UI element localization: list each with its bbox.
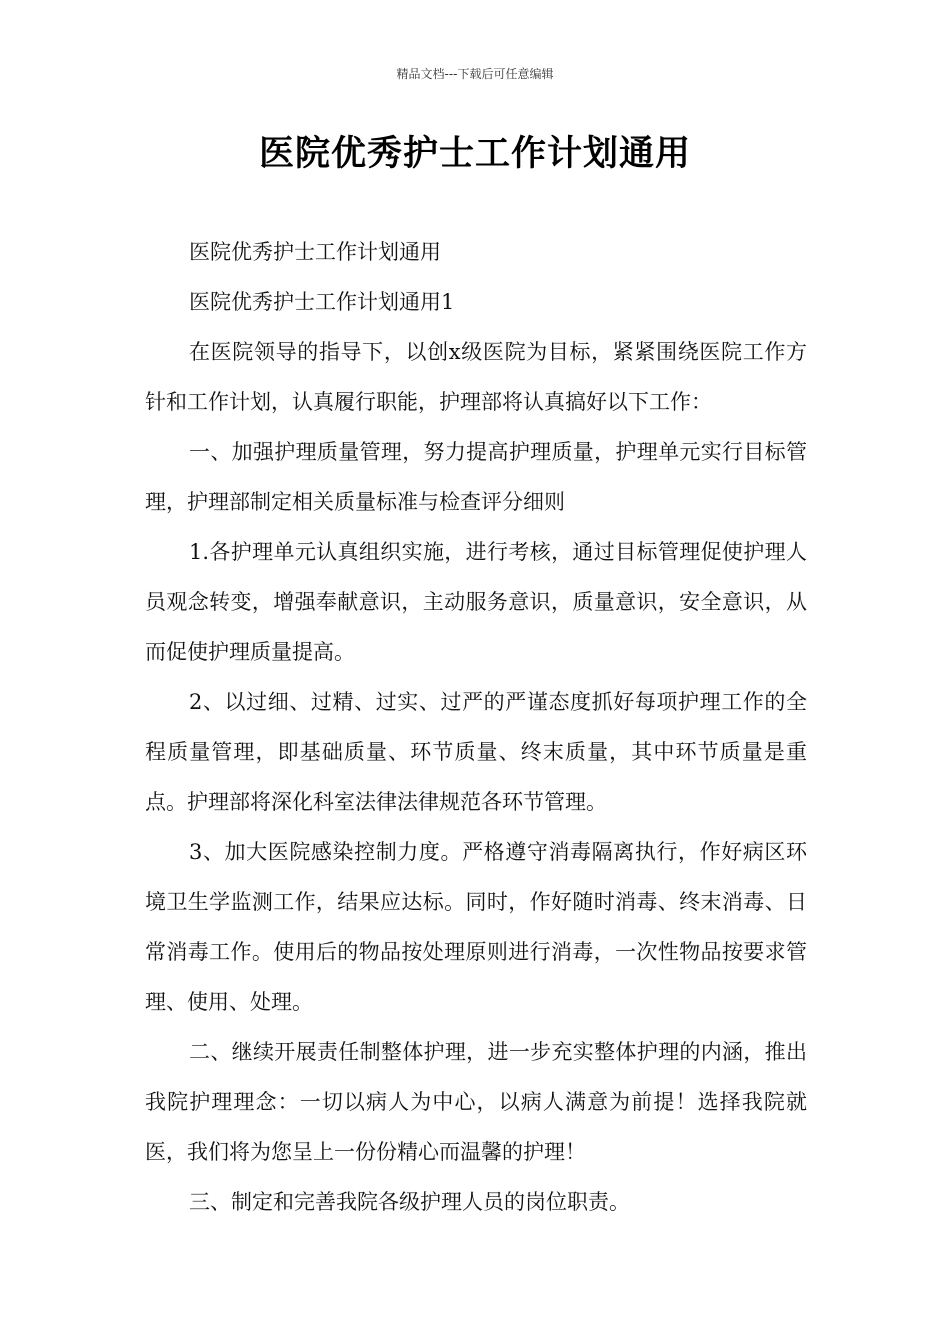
paragraph-item-1: 一、加强护理质量管理，努力提高护理质量，护理单元实行目标管理，护理部制定相关质量标准与检查评分细则 (145, 440, 807, 514)
paragraph-intro: 在医院领导的指导下，以创x级医院为目标，紧紧围绕医院工作方针和工作计划，认真履行职能，护理部将认真搞好以下工作： (145, 340, 807, 414)
paragraph-section-heading: 医院优秀护士工作计划通用1 (189, 290, 455, 314)
document-body (145, 227, 807, 1227)
header-note: 精品文档---下载后可任意编辑 (396, 67, 554, 81)
paragraph-item-2: 二、继续开展责任制整体护理，进一步充实整体护理的内涵，推出我院护理理念：一切以病人为中心，以病人满意为前提！选择我院就医，我们将为您呈上一份份精心而温馨的护理！ (145, 1040, 807, 1164)
paragraph-subitem-3: 3、加大医院感染控制力度。严格遵守消毒隔离执行，作好病区环境卫生学监测工作，结果应达标。同时，作好随时消毒、终末消毒、日常消毒工作。使用后的物品按处理原则进行消毒，一次性物品按要求管理、使用、处理。 (145, 840, 807, 1014)
paragraph-subitem-1: 1.各护理单元认真组织实施，进行考核，通过目标管理促使护理人员观念转变，增强奉献意识，主动服务意识，质量意识，安全意识，从而促使护理质量提高。 (145, 540, 807, 664)
paragraph-item-3: 三、制定和完善我院各级护理人员的岗位职责。 (189, 1190, 630, 1214)
document-title: 医院优秀护士工作计划通用 (258, 134, 691, 174)
paragraph-subitem-2: 2、以过细、过精、过实、过严的严谨态度抓好每项护理工作的全程质量管理，即基础质量、环节质量、终末质量，其中环节质量是重点。护理部将深化科室法律法律规范各环节管理。 (145, 690, 807, 814)
paragraph-subtitle: 医院优秀护士工作计划通用 (189, 240, 441, 264)
